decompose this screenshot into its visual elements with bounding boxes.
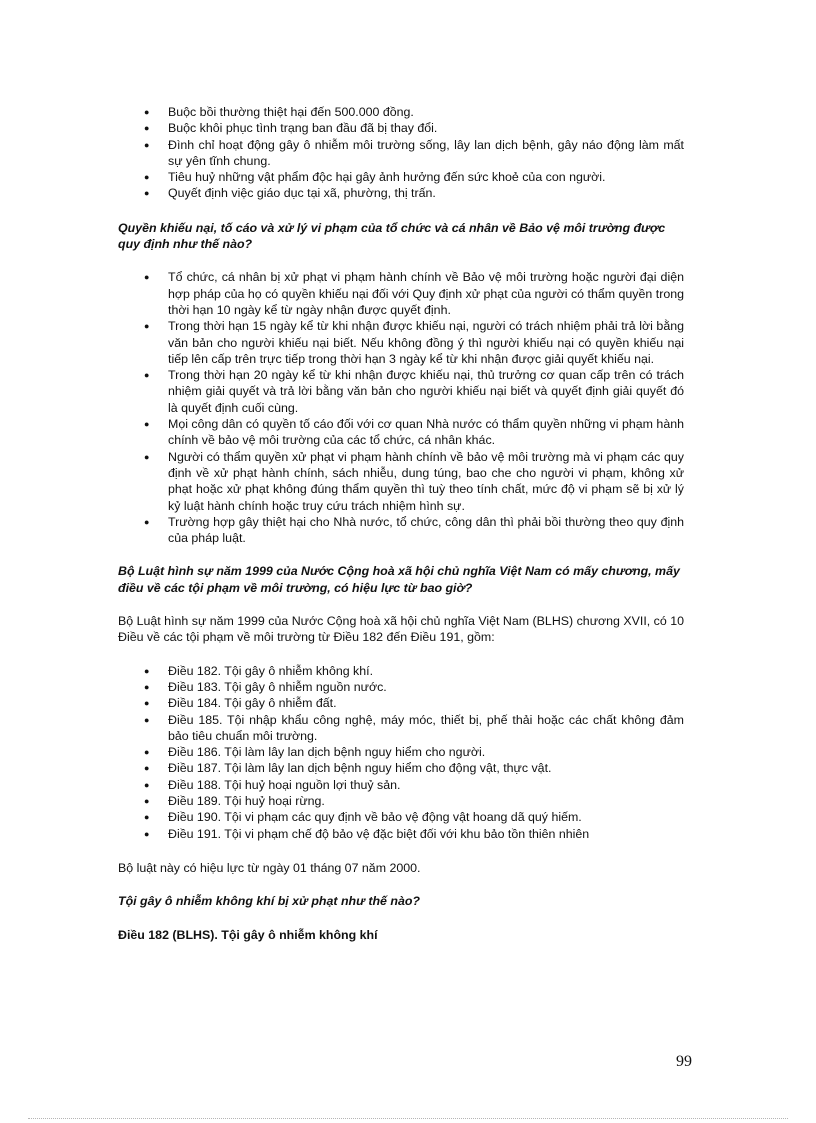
list-item: ● Trường hợp gây thiệt hại cho Nhà nước, tổ chức, công dân thì phải bồi thường theo quy định của pháp luật. <box>118 514 684 547</box>
list-item: ● Trong thời hạn 20 ngày kể từ khi nhận được khiếu nại, thủ trưởng cơ quan cấp trên có trách nhiệm giải quyết và trả lời bằng văn bản cho người khiếu nại biết và quyết định giải quyết đó là quyết định cuối cùng. <box>118 367 684 416</box>
list-item: ● Trong thời hạn 15 ngày kể từ khi nhận được khiếu nại, người có trách nhiệm phải trả lời bằng văn bản cho người khiếu nại biết. Nếu không đồng ý thì người khiếu nại có quyền khiếu nại tiếp lên cấp trên trực tiếp trong thời hạn 3 ngày kể từ khi nhận được giải quyết khiếu nại. <box>118 318 684 367</box>
complaints-list <box>118 269 684 546</box>
question-heading-criminal-code: Bộ Luật hình sự năm 1999 của Nước Cộng hoà xã hội chủ nghĩa Việt Nam có mấy chương, mấy điều về các tội phạm về môi trường, có hiệu lực từ bao giờ? <box>118 564 680 595</box>
list-item: ● Đình chỉ hoạt động gây ô nhiễm môi trường sống, lây lan dịch bệnh, gây náo động làm mất sự yên tĩnh chung. <box>118 137 684 170</box>
list-item: ● Tổ chức, cá nhân bị xử phạt vi phạm hành chính về Bảo vệ môi trường hoặc người đại diện hợp pháp của họ có quyền khiếu nại đối với Quy định xử phạt của người có thẩm quyền trong thời hạn 10 ngày kể từ ngày nhận được quyết định. <box>118 269 684 318</box>
list-item: ● Buộc bồi thường thiệt hại đến 500.000 đồng. <box>118 104 684 120</box>
list-item: ● Điều 182. Tội gây ô nhiễm không khí. <box>118 663 684 679</box>
question-heading-complaints: Quyền khiếu nại, tố cáo và xử lý vi phạm của tổ chức và cá nhân về Bảo vệ môi trường được quy định như thế nào? <box>118 220 666 252</box>
articles-list <box>118 663 684 842</box>
list-item: ● Điều 185. Tội nhập khẩu công nghệ, máy móc, thiết bị, phế thải hoặc các chất không đảm bảo tiêu chuẩn môi trường. <box>118 712 684 745</box>
list-item: ● Mọi công dân có quyền tố cáo đối với cơ quan Nhà nước có thẩm quyền những vi phạm hành chính về bảo vệ môi trường của các tổ chức, cá nhân khác. <box>118 416 684 449</box>
list-item: ● Quyết định việc giáo dục tại xã, phường, thị trấn. <box>118 185 684 201</box>
list-item: ● Điều 189. Tội huỷ hoại rừng. <box>118 793 684 809</box>
page-bottom-divider <box>28 1118 788 1119</box>
list-item: ● Buộc khôi phục tình trạng ban đầu đã bị thay đổi. <box>118 120 684 136</box>
list-item: ● Điều 187. Tội làm lây lan dịch bệnh nguy hiểm cho động vật, thực vật. <box>118 760 684 776</box>
list-item: ● Điều 190. Tội vi phạm các quy định về bảo vệ động vật hoang dã quý hiếm. <box>118 809 684 825</box>
list-item: ● Điều 183. Tội gây ô nhiễm nguồn nước. <box>118 679 684 695</box>
question-heading-air-pollution: Tội gây ô nhiễm không khí bị xử phạt như thế nào? <box>118 894 420 909</box>
page-number: 99 <box>676 1053 692 1070</box>
penalty-list <box>118 104 684 202</box>
effective-date-text: Bộ luật này có hiệu lực từ ngày 01 tháng 07 năm 2000. <box>118 860 421 875</box>
list-item: ● Điều 184. Tội gây ô nhiễm đất. <box>118 695 684 711</box>
criminal-code-intro: Bộ Luật hình sự năm 1999 của Nước Cộng hoà xã hội chủ nghĩa Việt Nam (BLHS) chương XVII, có 10 Điều về các tội phạm về môi trường từ Điều 182 đến Điều 191, gồm: <box>118 614 684 645</box>
document-page <box>118 104 684 944</box>
list-item: ● Người có thẩm quyền xử phạt vi phạm hành chính về bảo vệ môi trường mà vi phạm các quy định về xử phạt hành chính, sách nhiễu, dung túng, bao che cho người vi phạm, không xử phạt hoặc xử phạt không đúng thẩm quyền thì tuỳ theo tính chất, mức độ vi phạm sẽ bị xử lý kỷ luật hành chính hoặc truy cứu trách nhiệm hình sự. <box>118 449 684 514</box>
list-item: ● Tiêu huỷ những vật phẩm độc hại gây ảnh hưởng đến sức khoẻ của con người. <box>118 169 684 185</box>
list-item: ● Điều 191. Tội vi phạm chế độ bảo vệ đặc biệt đối với khu bảo tồn thiên nhiên <box>118 826 684 842</box>
list-item: ● Điều 188. Tội huỷ hoại nguồn lợi thuỷ sản. <box>118 777 684 793</box>
list-item: ● Điều 186. Tội làm lây lan dịch bệnh nguy hiểm cho người. <box>118 744 684 760</box>
article-182-title: Điều 182 (BLHS). Tội gây ô nhiễm không khí <box>118 928 378 943</box>
